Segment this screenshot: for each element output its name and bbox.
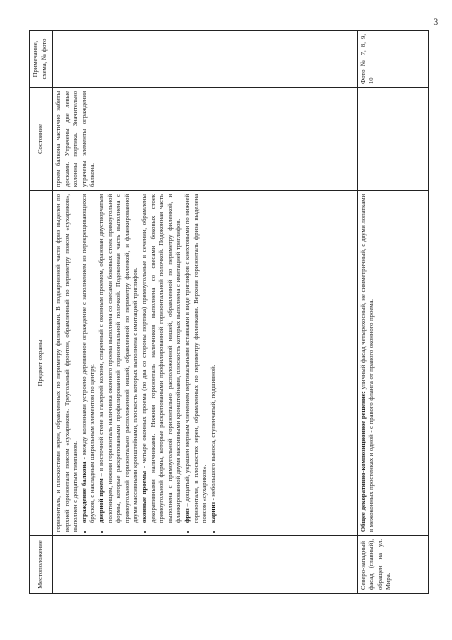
item-text: - между колоннами устроено деревянное ограждение с заполнением из перекрещивающихся брусков, с накладным ширильным элементом по центру. (80, 194, 97, 523)
table-row (357, 31, 428, 594)
row2-subject-body: уличный фасад четырехосный, не симметричный, с двумя лопатками в межоконных простенках и одной - с правого фланга от правого оконного проема. (359, 194, 376, 532)
row1-note (53, 31, 358, 88)
row2-subject-term: Общее декоративно-композиционное решение: (359, 391, 367, 532)
subject-items-list (81, 194, 219, 532)
page-number: 3 (433, 17, 438, 27)
table-row (53, 31, 358, 594)
item-text: – в восточной стене за галереей колонн, спаренный с оконным проемом, образован двустворчатым полотнищем, нижняя горизонталь наличника оконного проема выполнена со свесами боковых стоек прямоугольной формы, которые раскреповаными профилированной горизонтальной полочкой. Подоконная часть выполнена с прямоугольной горизонтально расположенной нишей, обрамленной по периметру филенкой, и фланкированной двумя массивными кронштейнами, плоскость которых выполнена с имитацией триглифов. (97, 194, 140, 523)
item-text: - небольшого выноса, ступенчатый, подшивной. (209, 364, 217, 503)
item-term: оконные проемы (140, 470, 148, 523)
row2-subject (357, 191, 428, 536)
list-item (184, 194, 210, 523)
list-item (210, 194, 219, 523)
header-location: Местоположение (30, 536, 53, 594)
protection-subject-table (29, 30, 429, 594)
list-item (81, 194, 98, 523)
item-term: карниз (209, 502, 217, 523)
header-note: Примечание, схема, № фото (30, 31, 53, 88)
item-text: – дощатый, украшен мерным членением вертикальными вставками в виде триглифов с кнехтовыми по нижней горизонтали, в плоскостях зерен, обрамленных по периметру филенками. Верхняя горизонталь фриза выделена поясом «сухариков». (183, 194, 209, 523)
table-header-row (30, 31, 53, 594)
item-term: дверной проем (97, 478, 105, 523)
row2-subject-text (360, 194, 377, 532)
list-item (98, 194, 141, 523)
list-item (141, 194, 184, 523)
item-term: фриз (183, 508, 191, 523)
row2-note: Фото № 7, 8, 9, 10 (357, 31, 428, 88)
row2-state (357, 88, 428, 191)
rotated-table-wrapper (29, 31, 429, 594)
header-state: Состояние (30, 88, 53, 191)
row1-subject (53, 191, 358, 536)
row1-state (53, 88, 358, 191)
row1-subject-lead: горизонталь, и плоскостями зерен, обрамленных по периметру филенками. В подкарнизной части фриз выделен по верхней горизонтали поясом «сухариков». Треугольный фронтон, обрамленный по периметру поясом «сухариков», выполнен с дощатым тимпаном. (55, 194, 80, 532)
item-term: ограждение балкона (80, 461, 88, 523)
row1-location (53, 536, 358, 594)
row1-state-text: проем балкона частично забиты досками. Утрачены две левые колонны портика. Значительно утрачены элементы ограждения балкона. (55, 91, 97, 187)
row2-location: Северо-западный фасад (главный), обращен на ул. Мира. (357, 536, 428, 594)
header-subject: Предмет охраны (30, 191, 53, 536)
item-text: - четыре оконных проема (по два со стороны портика) прямоугольные в сечении, обрамлены декоративными наличниками. Нижняя горизонталь наличников выполнена со свесами боковых стоек прямоугольной формы, которые раскреповаными профилированной горизонтальной полочкой. Подоконная часть выполнена с прямоугольной горизонтально расположенной нишей, обрамленной по периметру филенкой, и фланкированной двумя массивными кронштейнами, плоскость которых выполнена с имитацией триглифов. (140, 194, 183, 523)
